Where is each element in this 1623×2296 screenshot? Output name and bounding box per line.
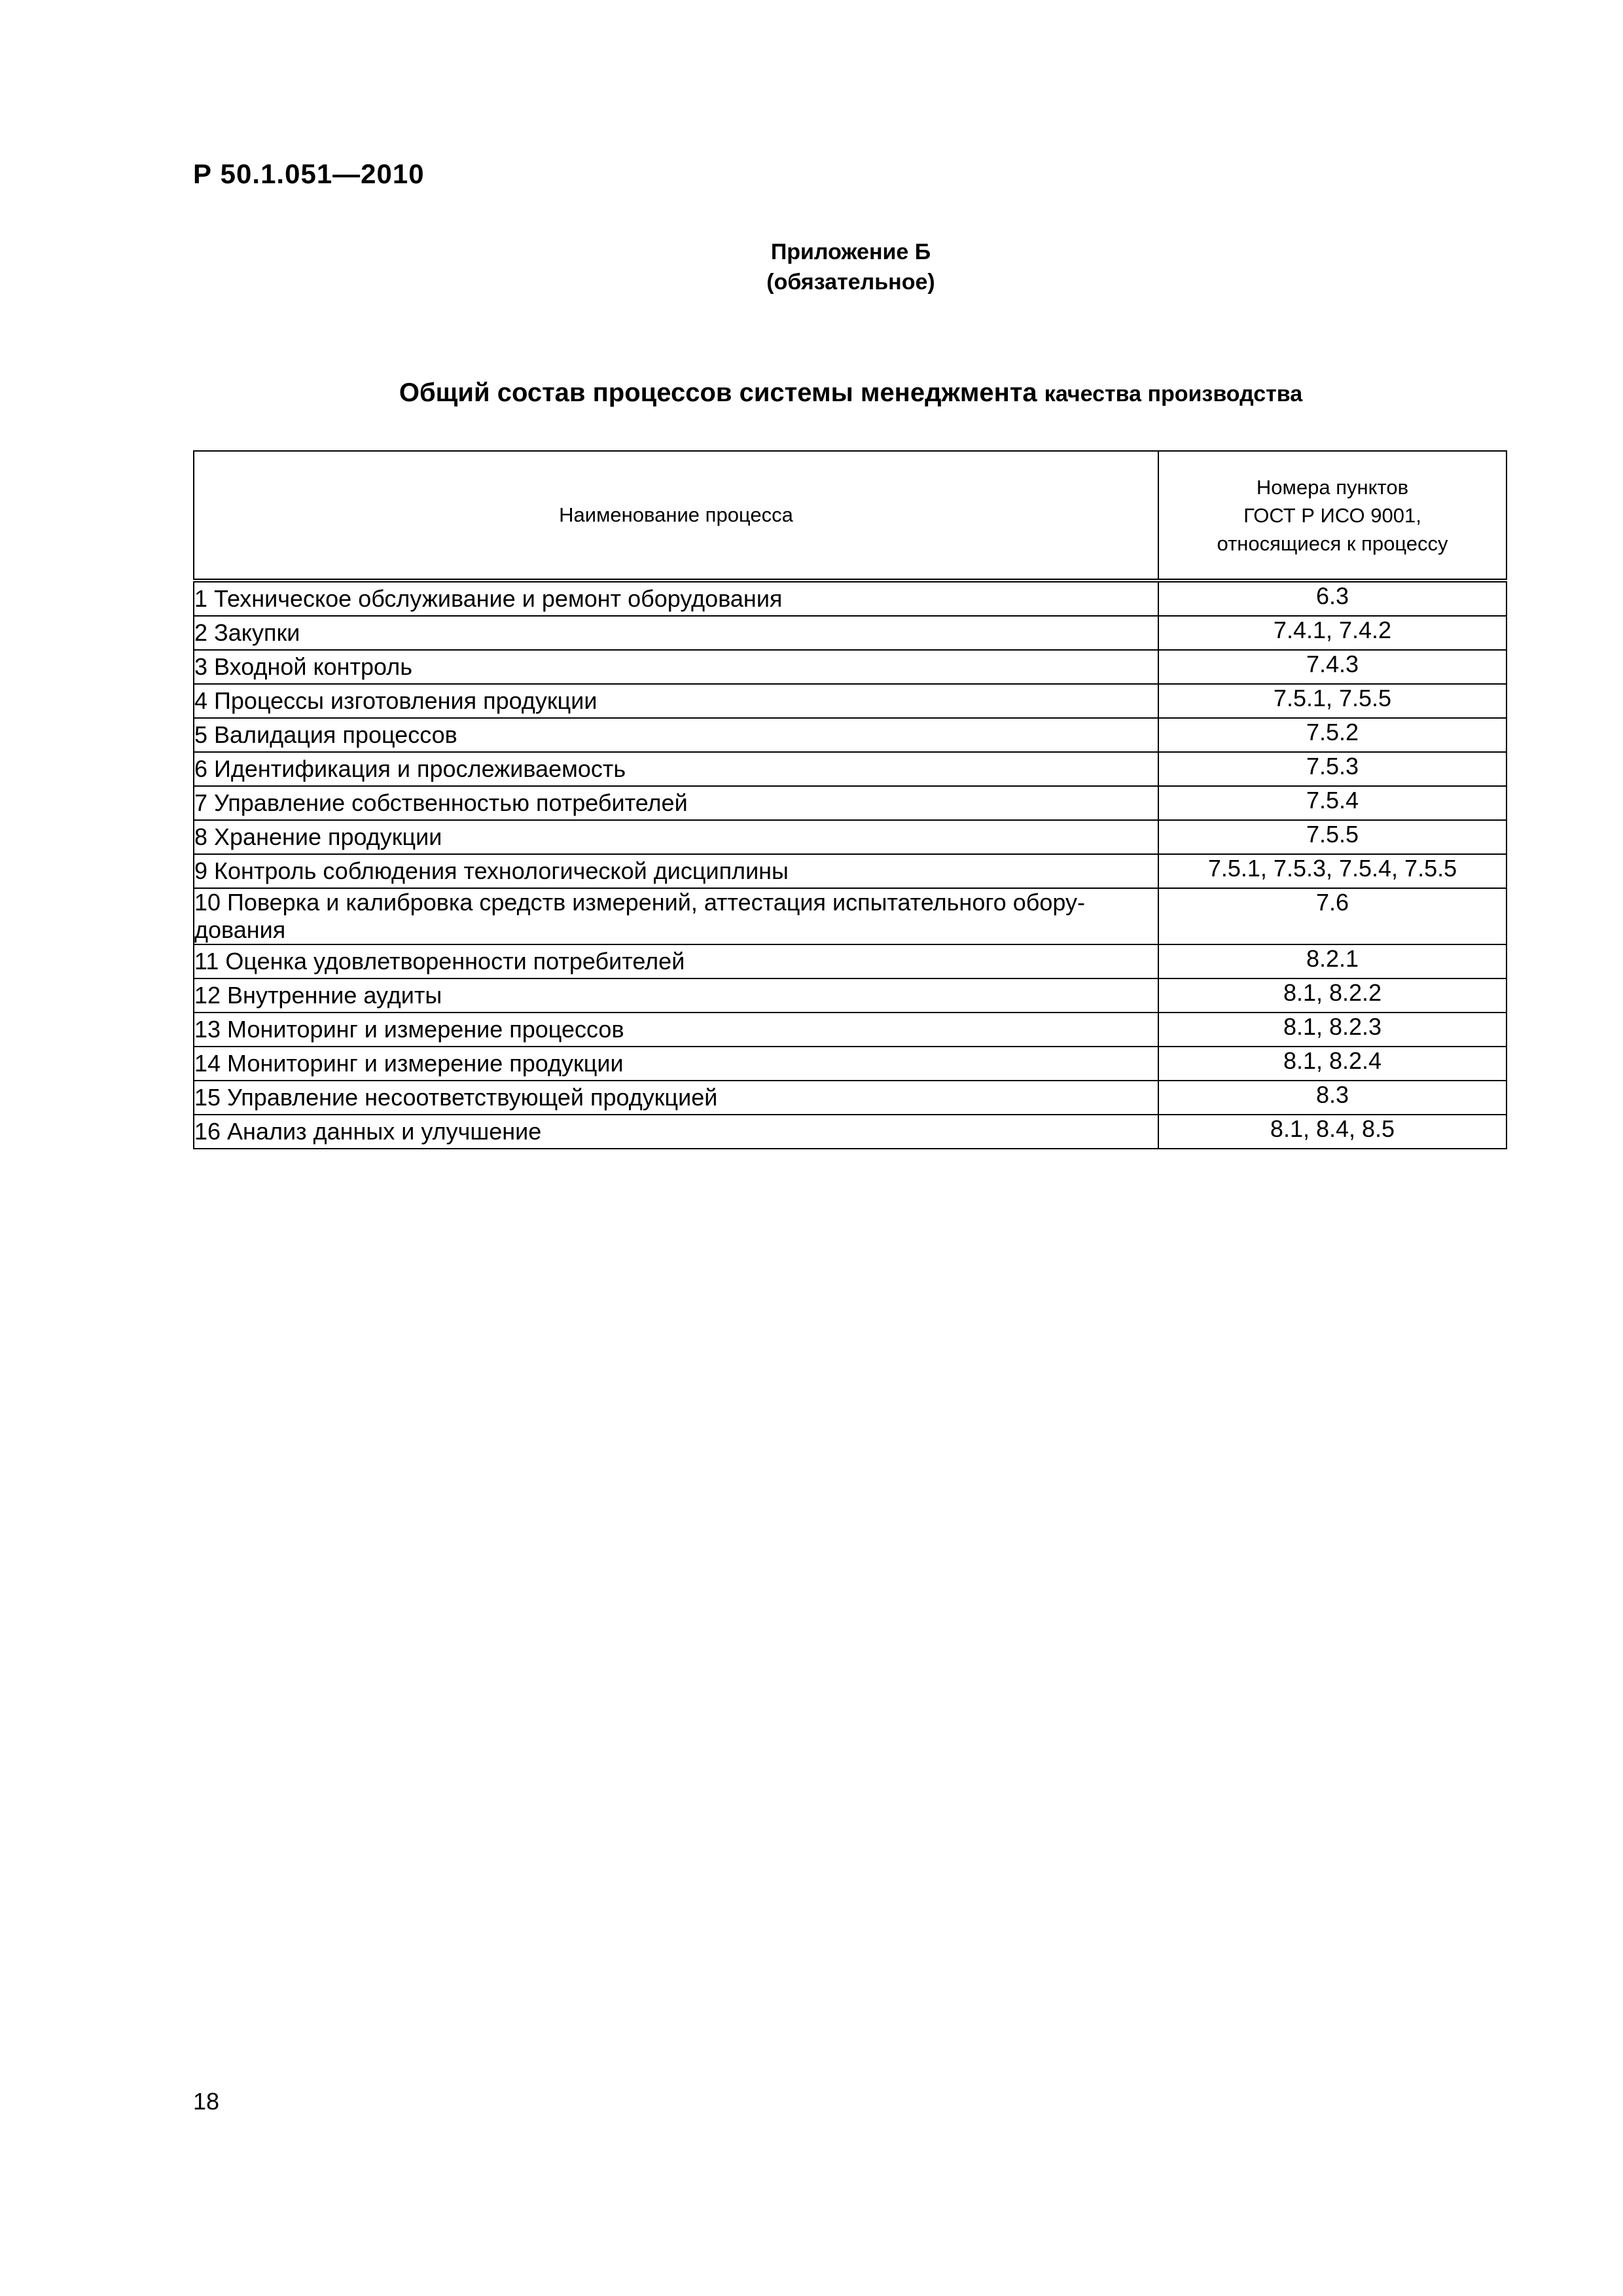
clauses-cell: 7.5.3: [1158, 752, 1507, 786]
clauses-cell: 7.4.3: [1158, 650, 1507, 684]
process-table: [193, 450, 1507, 1149]
clauses-cell: 8.3: [1158, 1081, 1507, 1115]
clauses-cell: 8.2.1: [1158, 944, 1507, 978]
table-header-row: [194, 451, 1507, 581]
process-name-cell: 5 Валидация процессов: [194, 718, 1158, 752]
clauses-cell: 8.1, 8.2.2: [1158, 978, 1507, 1013]
table-row: [194, 1115, 1507, 1149]
process-name-cell: 9 Контроль соблюдения технологической дисциплины: [194, 854, 1158, 888]
clauses-cell: 7.5.1, 7.5.5: [1158, 684, 1507, 718]
table-row: [194, 752, 1507, 786]
document-code: Р 50.1.051—2010: [193, 158, 425, 189]
clauses-cell: 8.1, 8.2.3: [1158, 1013, 1507, 1047]
clauses-cell: 6.3: [1158, 581, 1507, 616]
clauses-cell: 7.5.2: [1158, 718, 1507, 752]
appendix-title: Приложение Б: [770, 240, 931, 264]
process-name-cell: 6 Идентификация и прослеживаемость: [194, 752, 1158, 786]
process-name-cell: 1 Техническое обслуживание и ремонт оборудования: [194, 581, 1158, 616]
clauses-cell: 7.6: [1158, 888, 1507, 944]
column-header-clauses-line2: ГОСТ Р ИСО 9001,: [1243, 503, 1421, 527]
process-name-cell: 13 Мониторинг и измерение процессов: [194, 1013, 1158, 1047]
process-name-cell: 12 Внутренние аудиты: [194, 978, 1158, 1013]
clauses-cell: 8.1, 8.4, 8.5: [1158, 1115, 1507, 1149]
clauses-cell: 7.4.1, 7.4.2: [1158, 616, 1507, 650]
table-row: [194, 684, 1507, 718]
table-row: [194, 978, 1507, 1013]
column-header-clauses: [1158, 451, 1507, 581]
process-name-cell: 11 Оценка удовлетворенности потребителей: [194, 944, 1158, 978]
process-name-cell: 7 Управление собственностью потребителей: [194, 786, 1158, 820]
clauses-cell: 7.5.4: [1158, 786, 1507, 820]
process-name-cell: 2 Закупки: [194, 616, 1158, 650]
table-row: [194, 1013, 1507, 1047]
table-row: [194, 1047, 1507, 1081]
appendix-subtitle: (обязательное): [766, 270, 935, 295]
section-title-tail: качества производства: [1044, 382, 1303, 406]
column-header-clauses-line3: относящиеся к процессу: [1217, 531, 1448, 555]
table-row: [194, 854, 1507, 888]
table-row: [194, 820, 1507, 854]
section-title-main: Общий состав процессов системы менеджмента: [399, 378, 1037, 407]
page-number: 18: [193, 2088, 220, 2115]
section-title: [193, 378, 1508, 408]
table-row: [194, 1081, 1507, 1115]
table-row: [194, 650, 1507, 684]
column-header-name: Наименование процесса: [194, 451, 1158, 581]
clauses-cell: 7.5.5: [1158, 820, 1507, 854]
process-name-cell: 16 Анализ данных и улучшение: [194, 1115, 1158, 1149]
process-name-cell: 10 Поверка и калибровка средств измерений, аттестация испытательного обору-дования: [194, 888, 1158, 944]
process-name-cell: 15 Управление несоответствующей продукцией: [194, 1081, 1158, 1115]
table-row: [194, 718, 1507, 752]
appendix-heading: [687, 237, 1014, 297]
process-name-cell: 3 Входной контроль: [194, 650, 1158, 684]
process-name-cell: 8 Хранение продукции: [194, 820, 1158, 854]
clauses-cell: 7.5.1, 7.5.3, 7.5.4, 7.5.5: [1158, 854, 1507, 888]
table-row: [194, 616, 1507, 650]
clauses-cell: 8.1, 8.2.4: [1158, 1047, 1507, 1081]
table-row: [194, 786, 1507, 820]
table-row: [194, 944, 1507, 978]
process-name-cell: 4 Процессы изготовления продукции: [194, 684, 1158, 718]
process-name-cell: 14 Мониторинг и измерение продукции: [194, 1047, 1158, 1081]
table-row: [194, 888, 1507, 944]
column-header-clauses-line1: Номера пунктов: [1256, 475, 1409, 499]
table-row: [194, 581, 1507, 616]
